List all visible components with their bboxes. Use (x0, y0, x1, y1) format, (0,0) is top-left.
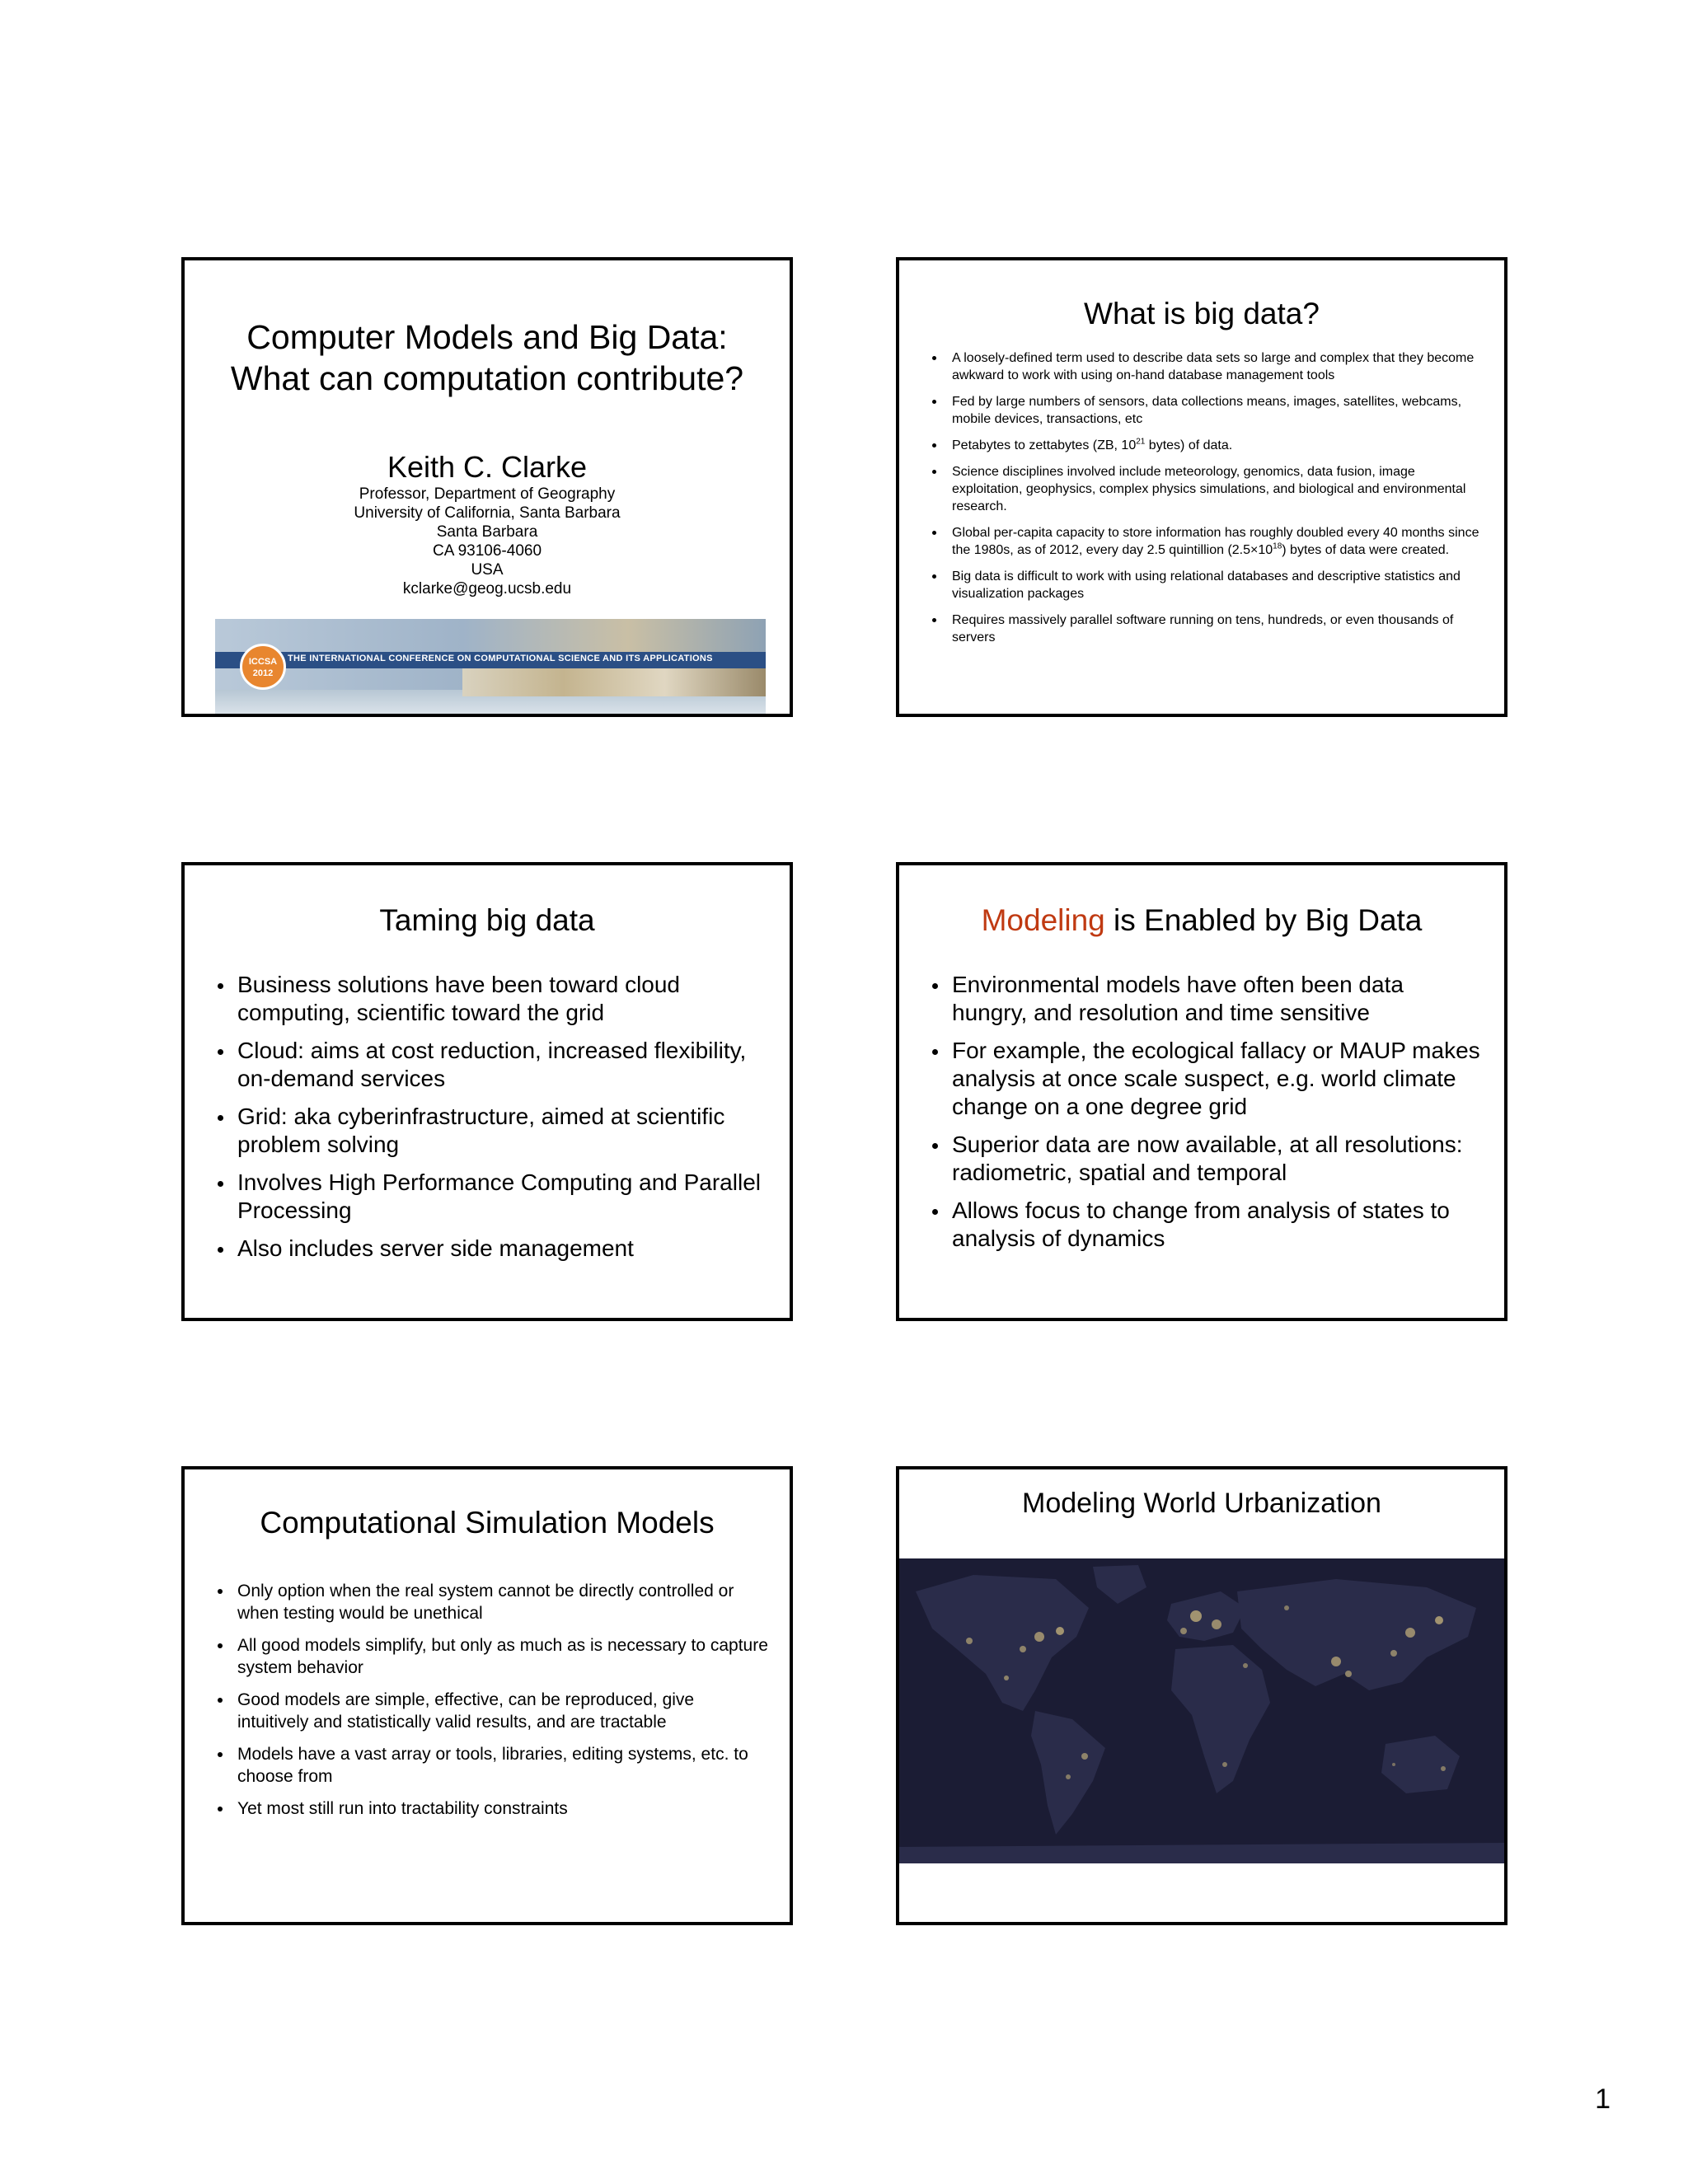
south-america (1031, 1711, 1105, 1835)
bullet-list (214, 971, 770, 1272)
bullet-item: Requires massively parallel software running on tens, hundreds, or even thousands of servers (929, 612, 1483, 646)
asia (1237, 1579, 1476, 1690)
conference-banner-image (215, 619, 766, 715)
city-lights-cluster (1020, 1646, 1026, 1652)
city-lights-cluster (1180, 1628, 1187, 1634)
slide-heading: What is big data? (1084, 297, 1320, 330)
bullet-item (929, 524, 1483, 559)
city-lights-cluster (1392, 1763, 1395, 1766)
city-lights-cluster (1190, 1610, 1202, 1622)
slide-what-is-big-data (896, 257, 1507, 717)
city-lights-cluster (1331, 1657, 1341, 1666)
north-america (916, 1575, 1089, 1711)
earth-at-night-map-image (899, 1558, 1504, 1863)
heading-highlight: Modeling (981, 903, 1105, 937)
title-line-1: Computer Models and Big Data: (246, 318, 728, 356)
bullet-item: All good models simplify, but only as much as is necessary to capture system behavior (214, 1634, 770, 1679)
slide-heading (899, 903, 1504, 938)
slide-heading: Taming big data (379, 903, 595, 937)
city-lights-cluster (1390, 1650, 1397, 1657)
bullet-item: Allows focus to change from analysis of states to analysis of dynamics (929, 1197, 1484, 1253)
bullet-list (929, 349, 1483, 655)
bullet-item: Cloud: aims at cost reduction, increased flexibility, on-demand services (214, 1037, 770, 1093)
slide-heading: Computational Simulation Models (260, 1506, 715, 1540)
bullet-item: Involves High Performance Computing and Parallel Processing (214, 1169, 770, 1225)
author-email: kclarke@geog.ucsb.edu (402, 580, 572, 598)
bullet-list (214, 1580, 770, 1830)
conference-logo (240, 644, 286, 690)
bullet-item: A loosely-defined term used to describe data sets so large and complex that they become awkward to work with using on-hand database management tools (929, 349, 1483, 384)
slide-title (181, 257, 793, 717)
continents (899, 1565, 1504, 1863)
bullet-item: For example, the ecological fallacy or MAUP makes analysis at once scale suspect, e.g. world climate change on a one degree grid (929, 1037, 1484, 1121)
affiliation-line: University of California, Santa Barbara (354, 504, 621, 522)
banner-text: THE INTERNATIONAL CONFERENCE ON COMPUTATIONAL SCIENCE AND ITS APPLICATIONS (288, 654, 713, 663)
bullet-item: Also includes server side management (214, 1235, 770, 1263)
city-lights-cluster (1056, 1627, 1064, 1635)
affiliation-line: USA (471, 561, 504, 579)
city-lights-cluster (966, 1638, 973, 1644)
bullet-item: Big data is difficult to work with using relational databases and descriptive statistics and visualization packages (929, 568, 1483, 602)
city-lights-cluster (1284, 1605, 1289, 1610)
bullet-item: Grid: aka cyberinfrastructure, aimed at scientific problem solving (214, 1103, 770, 1159)
bullet-item: Models have a vast array or tools, libraries, editing systems, etc. to choose from (214, 1743, 770, 1788)
city-lights-cluster (1066, 1774, 1071, 1779)
bullet-item: Business solutions have been toward cloud computing, scientific toward the grid (214, 971, 770, 1027)
city-lights-cluster (1004, 1675, 1009, 1680)
heading-rest: is Enabled by Big Data (1104, 903, 1423, 937)
bullet-item: Yet most still run into tractability constraints (214, 1797, 770, 1820)
bullet-text: Global per-capita capacity to store information has roughly doubled every 40 months since the 1980s, as of 2012, every day 2.5 quintillion (2.5×10 (952, 526, 1479, 557)
bullet-list (929, 971, 1484, 1263)
affiliation-line: Professor, Department of Geography (359, 485, 616, 503)
bullet-item: Only option when the real system cannot be directly controlled or when testing would be unethical (214, 1580, 770, 1624)
bullet-item: Science disciplines involved include meteorology, genomics, data fusion, image exploitation, geophysics, complex physics simulations, and biological and environmental research. (929, 463, 1483, 515)
conference-logo-line: ICCSA (248, 657, 278, 667)
europe (1167, 1591, 1245, 1641)
conference-logo-line: 2012 (252, 668, 274, 678)
bullet-text: ) bytes of data were created. (1282, 543, 1450, 557)
slide-heading: Modeling World Urbanization (1022, 1488, 1381, 1519)
city-lights-cluster (1405, 1628, 1415, 1638)
slide-modeling-enabled (896, 862, 1507, 1321)
superscript: 21 (1136, 437, 1146, 447)
bullet-item: Superior data are now available, at all resolutions: radiometric, spatial and temporal (929, 1131, 1484, 1187)
affiliation-line: CA 93106-4060 (432, 542, 542, 560)
city-lights-cluster (1081, 1753, 1088, 1760)
city-lights-cluster (1222, 1762, 1227, 1767)
page-number: 1 (1595, 2083, 1611, 2115)
author-affiliation (185, 485, 790, 598)
affiliation-line: Santa Barbara (436, 523, 538, 541)
africa (1171, 1645, 1270, 1793)
superscript: 18 (1273, 541, 1282, 551)
world-map-svg (899, 1558, 1504, 1863)
bullet-text: Petabytes to zettabytes (ZB, 10 (952, 438, 1137, 452)
city-lights-cluster (1435, 1616, 1443, 1624)
author-name: Keith C. Clarke (387, 450, 588, 484)
slide-computational-simulation (181, 1466, 793, 1925)
bullet-item: Good models are simple, effective, can be reproduced, give intuitively and statistically valid results, and are tractable (214, 1689, 770, 1733)
antarctica (899, 1843, 1504, 1863)
city-lights-cluster (1034, 1632, 1044, 1642)
bullet-item: Fed by large numbers of sensors, data collections means, images, satellites, webcams, mobile devices, transactions, etc (929, 393, 1483, 428)
city-lights-cluster (1243, 1663, 1248, 1668)
bullet-text: bytes) of data. (1145, 438, 1233, 452)
title-line-2: What can computation contribute? (230, 359, 744, 397)
slide-title-heading (185, 316, 790, 399)
slide-taming-big-data (181, 862, 793, 1321)
city-lights-cluster (1345, 1671, 1352, 1677)
greenland (1093, 1565, 1146, 1604)
bullet-item (929, 437, 1483, 454)
bullet-item: Environmental models have often been data hungry, and resolution and time sensitive (929, 971, 1484, 1027)
city-lights-cluster (1441, 1766, 1446, 1771)
city-lights-cluster (1212, 1619, 1221, 1629)
slide-world-urbanization (896, 1466, 1507, 1925)
